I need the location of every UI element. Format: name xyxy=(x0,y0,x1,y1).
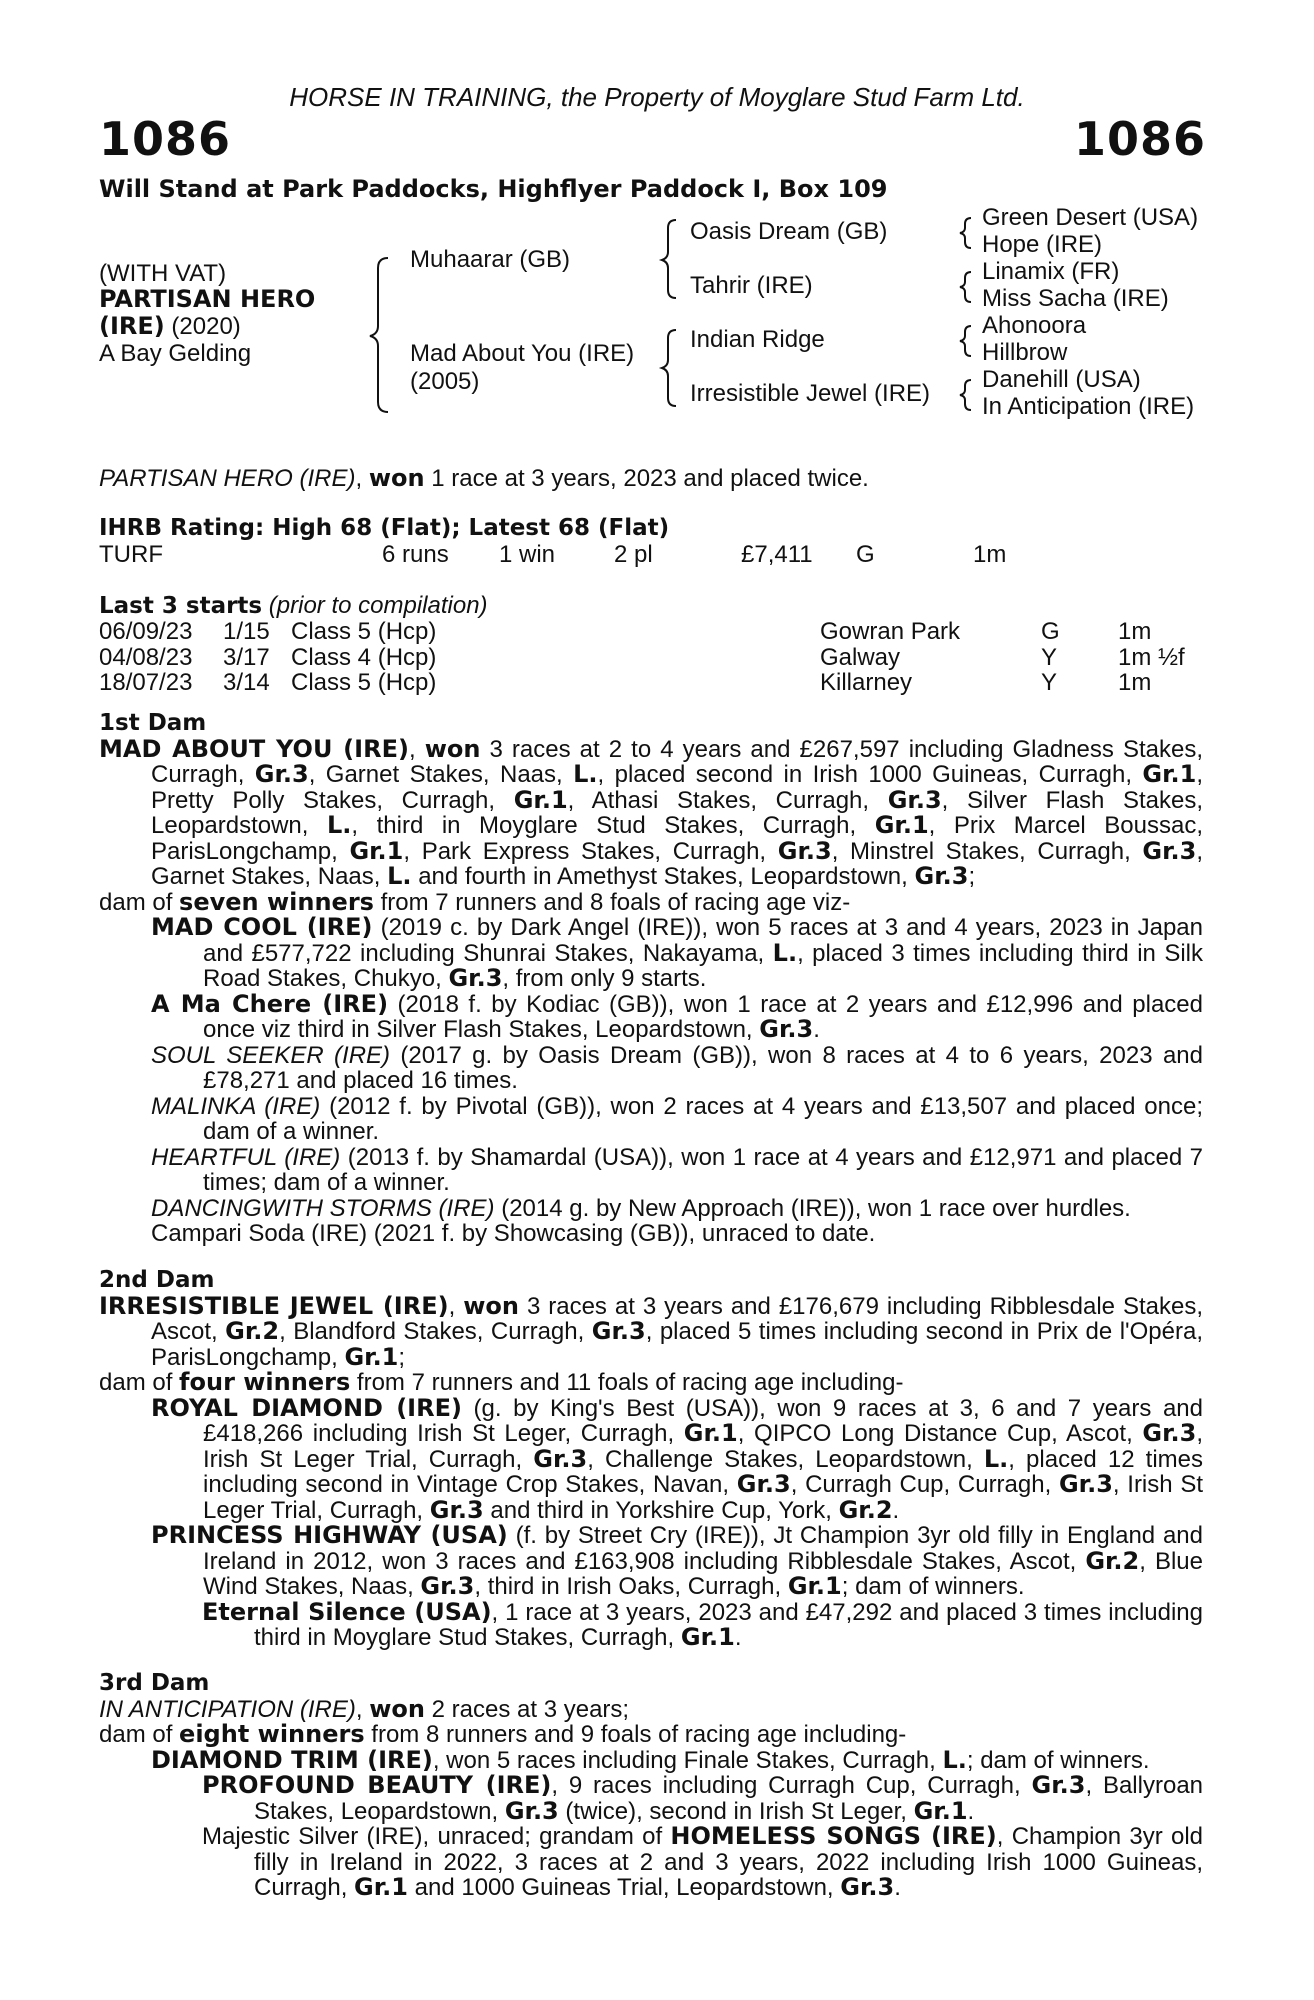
text-run: , Silver Flash Stakes, Leopardstown, xyxy=(151,786,1204,839)
text-run: (2013 f. by Shamardal (USA)), won 1 race at 4 years and £12,971 and placed 7 times; dam of a winner. xyxy=(203,1143,1203,1196)
summary-horse-name: PARTISAN HERO (IRE) xyxy=(99,465,356,492)
text-run: , xyxy=(355,1695,370,1723)
bold-text: Gr.3 xyxy=(736,1470,791,1498)
text-run: and third in Yorkshire Cup, York, xyxy=(483,1496,839,1524)
majestic-silver-entry xyxy=(202,1824,1203,1901)
text-run: . xyxy=(892,1496,900,1524)
bold-text: Gr.3 xyxy=(591,1317,646,1345)
italic-text: IN ANTICIPATION (IRE) xyxy=(99,1695,356,1723)
bold-text: seven winners xyxy=(179,887,374,916)
bold-text: Gr.3 xyxy=(254,760,309,788)
text-run: , Curragh Cup, Curragh, xyxy=(790,1471,1059,1498)
bold-text: Gr.3 xyxy=(914,862,969,890)
start-dist: 1m ½f xyxy=(1118,643,1185,671)
offspring-entry xyxy=(151,1043,1203,1094)
pedigree-sire-sire: Oasis Dream (GB) xyxy=(690,218,888,245)
bold-text: Gr.3 xyxy=(429,1495,484,1524)
first-dam-section xyxy=(99,711,1203,1247)
text-run: (g. by King's Best (USA)), won 9 races at 3, 6 and 7 years and £418,266 including Irish St Leger, Curragh, xyxy=(203,1394,1203,1447)
text-run: and 1000 Guineas Trial, Leopardstown, xyxy=(407,1874,841,1901)
text-run: from 7 runners and 8 foals of racing age viz- xyxy=(373,888,851,916)
bold-text: Gr.1 xyxy=(683,1419,738,1447)
bold-text: won xyxy=(424,734,481,763)
bold-text: Gr.3 xyxy=(1142,1419,1197,1447)
third-dam-record xyxy=(99,1694,1203,1723)
pedigree-dam-year: (2005) xyxy=(410,368,480,395)
second-dam-section xyxy=(99,1268,1203,1651)
bold-text: Gr.2 xyxy=(838,1495,893,1524)
start-race: Class 5 (Hcp) xyxy=(291,618,437,645)
text-run: (f. by Street Cry (IRE)), Jt Champion 3yr old filly in England and Ireland in 2012, won 3 races and £163,908 including Ribblesdale Stakes, Ascot, xyxy=(203,1522,1204,1575)
start-date: 18/07/23 xyxy=(99,669,193,696)
start-going: Y xyxy=(1041,669,1058,696)
second-dam-record xyxy=(99,1291,1203,1371)
bold-text: L. xyxy=(772,938,798,967)
stand-location: Will Stand at Park Paddocks, Highflyer Paddock I, Box 109 xyxy=(99,175,888,203)
text-run: . xyxy=(813,1016,820,1043)
pedigree-gen3-7: Danehill (USA) xyxy=(982,366,1141,393)
bold-text: Gr.3 xyxy=(420,1572,475,1600)
italic-text: MALINKA (IRE) xyxy=(151,1092,321,1120)
bold-text: HOMELESS SONGS (IRE) xyxy=(670,1822,997,1850)
bold-text: L. xyxy=(983,1444,1009,1473)
text-run: , 1 race at 3 years, 2023 and £47,292 and placed 3 times including third in Moyglare Stud Stakes, Curragh, xyxy=(254,1598,1203,1651)
horse-name: PARTISAN HERO xyxy=(99,285,316,313)
text-run: , placed second in Irish 1000 Guineas, Curragh, xyxy=(597,761,1143,788)
pedigree-sire-dam: Tahrir (IRE) xyxy=(690,272,813,299)
bold-text: Gr.2 xyxy=(225,1317,280,1345)
offspring-entry xyxy=(151,989,1203,1043)
text-run: dam of xyxy=(99,1369,180,1396)
text-run: and fourth in Amethyst Stakes, Leopardstown, xyxy=(411,863,915,890)
text-run: (2014 g. by New Approach (IRE)), won 1 race over hurdles. xyxy=(494,1194,1131,1222)
rating-title: IHRB Rating: High 68 (Flat); Latest 68 (Flat) xyxy=(99,515,670,541)
text-run: , Irish St Leger Trial, Curragh, xyxy=(203,1420,1203,1473)
lot-number-right: 1086 xyxy=(1073,112,1206,166)
text-run: ; xyxy=(398,1343,406,1371)
bold-text: MAD ABOUT YOU (IRE) xyxy=(99,734,409,763)
text-run: . xyxy=(967,1797,975,1825)
text-run: from 7 runners and 11 foals of racing age including- xyxy=(350,1369,904,1396)
text-run: , xyxy=(448,1292,464,1320)
bold-text: Gr.1 xyxy=(349,836,404,865)
last-starts-note: (prior to compilation) xyxy=(262,592,488,619)
bold-text: Gr.3 xyxy=(777,836,832,865)
pedigree-gen3-4: Miss Sacha (IRE) xyxy=(982,285,1169,312)
pedigree-dam-sire: Indian Ridge xyxy=(690,326,825,353)
bold-text: Gr.2 xyxy=(1085,1546,1140,1575)
pedigree-gen3-8: In Anticipation (IRE) xyxy=(982,393,1195,420)
start-going: Y xyxy=(1041,643,1058,671)
rating-placed: 2 pl xyxy=(614,541,653,568)
offspring-entry xyxy=(151,1094,1203,1145)
summary-won: won xyxy=(368,464,425,492)
text-run: , placed 5 times including second in Prix de l'Opéra, ParisLongchamp, xyxy=(151,1318,1203,1371)
pedigree-gen3-5: Ahonoora xyxy=(982,312,1087,339)
rating-prize: £7,411 xyxy=(741,541,813,568)
bold-text: won xyxy=(463,1291,519,1320)
rating-runs: 6 runs xyxy=(382,541,449,568)
rating-wins: 1 win xyxy=(499,541,556,568)
text-run: , Champion 3yr old filly in Ireland in 2022, 3 races at 2 and 3 years, 2022 including Irish 1000 Guineas, Curragh, xyxy=(254,1823,1204,1901)
italic-text: HEARTFUL (IRE) xyxy=(151,1143,341,1171)
first-dam-title: 1st Dam xyxy=(99,710,207,736)
text-run: Majestic Silver (IRE), unraced; grandam of xyxy=(202,1823,671,1850)
text-run: , Minstrel Stakes, Curragh, xyxy=(831,837,1143,865)
bold-text: MAD COOL (IRE) xyxy=(151,913,373,941)
bold-text: Gr.1 xyxy=(344,1342,399,1371)
text-run: (2018 f. by Kodiac (GB)), won 1 race at 2 years and £12,996 and placed once viz third in Silver Flash Stakes, Leopardstown, xyxy=(203,990,1203,1043)
first-dam-record xyxy=(99,734,1204,890)
bold-text: L. xyxy=(387,862,412,890)
first-dam-produce-summary xyxy=(99,887,1203,916)
start-going: G xyxy=(1041,618,1060,645)
horse-country: (IRE) xyxy=(99,312,165,340)
rating-going: G xyxy=(856,541,875,568)
horse-description: A Bay Gelding xyxy=(99,340,252,367)
offspring-entry xyxy=(151,915,1203,992)
last-starts-heading: Last 3 starts xyxy=(99,593,263,619)
text-run: (2019 c. by Dark Angel (IRE)), won 5 races at 3 and 4 years, 2023 in Japan and £577,722 including Shunrai Stakes, Nakayama, xyxy=(203,914,1203,967)
offspring-entry xyxy=(151,1145,1203,1196)
text-run: (twice), second in Irish St Leger, xyxy=(558,1797,914,1825)
text-run: , QIPCO Long Distance Cup, Ascot, xyxy=(737,1420,1143,1447)
bold-text: L. xyxy=(942,1745,967,1774)
text-run: , third in Irish Oaks, Curragh, xyxy=(474,1573,788,1600)
text-run: , placed 3 times including third in Silk Road Stakes, Chukyo, xyxy=(203,939,1203,992)
start-race: Class 5 (Hcp) xyxy=(291,669,437,696)
pedigree-dam-dam: Irresistible Jewel (IRE) xyxy=(690,380,931,407)
pedigree-dam: Mad About You (IRE) xyxy=(410,340,635,367)
text-run: (2017 g. by Oasis Dream (GB)), won 8 races at 4 to 6 years, 2023 and £78,271 and placed 16 times. xyxy=(203,1041,1203,1094)
text-run: , 9 races including Curragh Cup, Curragh, xyxy=(551,1772,1032,1799)
third-dam-produce-summary xyxy=(99,1722,1203,1748)
text-run: ; dam of winners. xyxy=(841,1573,1025,1600)
text-run: , Prix Marcel Boussac, ParisLongchamp, xyxy=(151,812,1204,865)
text-run: , from only 9 starts. xyxy=(502,965,707,992)
bold-text: Gr.3 xyxy=(759,1015,814,1043)
bold-text: PROFOUND BEAUTY (IRE) xyxy=(202,1771,552,1799)
start-date: 06/09/23 xyxy=(99,618,193,645)
text-run: , Park Express Stakes, Curragh, xyxy=(403,837,778,865)
bold-text: Gr.1 xyxy=(513,785,568,814)
text-run: . xyxy=(894,1874,901,1901)
text-run: , Blue Wind Stakes, Naas, xyxy=(203,1547,1203,1600)
pedigree-sire: Muhaarar (GB) xyxy=(410,246,571,273)
bold-text: Gr.1 xyxy=(354,1873,408,1901)
text-run: , Challenge Stakes, Leopardstown, xyxy=(587,1445,984,1473)
bold-text: DIAMOND TRIM (IRE) xyxy=(151,1745,433,1774)
start-date: 04/08/23 xyxy=(99,643,193,671)
consignor-header: HORSE IN TRAINING, the Property of Moyglare Stud Farm Ltd. xyxy=(289,82,1025,112)
text-run: dam of xyxy=(99,1721,180,1748)
text-run: , Garnet Stakes, Naas, xyxy=(308,761,574,788)
offspring-entry xyxy=(151,1196,1203,1222)
bold-text: PRINCESS HIGHWAY (USA) xyxy=(151,1521,508,1549)
bold-text: won xyxy=(369,1694,425,1723)
lot-number-left: 1086 xyxy=(99,112,232,166)
last-starts-title xyxy=(99,592,488,620)
text-run: 3 races at 2 to 4 years and £267,597 including Gladness Stakes, Curragh, xyxy=(151,735,1204,788)
text-run: , Garnet Stakes, Naas, xyxy=(151,837,1204,890)
italic-text: SOUL SEEKER (IRE) xyxy=(151,1041,391,1069)
text-run: Campari Soda (IRE) (2021 f. by Showcasing (GB)), unraced to date. xyxy=(151,1220,876,1247)
rating-surface: TURF xyxy=(99,541,163,568)
start-dist: 1m xyxy=(1118,618,1152,645)
horse-year: (2020) xyxy=(164,313,241,340)
summary-text: 1 race at 3 years, 2023 and placed twice. xyxy=(424,465,869,492)
text-run: . xyxy=(734,1624,742,1651)
bold-text: Gr.3 xyxy=(533,1444,588,1473)
bold-text: Gr.3 xyxy=(1142,836,1197,865)
start-pos: 3/14 xyxy=(223,669,270,696)
start-pos: 1/15 xyxy=(223,618,270,645)
text-run: , Blandford Stakes, Curragh, xyxy=(279,1318,592,1345)
text-run: (2012 f. by Pivotal (GB)), won 2 races at 4 years and £13,507 and placed once; dam of a winner. xyxy=(203,1092,1203,1145)
princess-highway-entry xyxy=(151,1523,1203,1600)
bold-text: A Ma Chere (IRE) xyxy=(151,989,389,1018)
text-run: , won 5 races including Finale Stakes, Curragh, xyxy=(432,1746,943,1774)
pedigree-gen3-3: Linamix (FR) xyxy=(982,258,1120,285)
bold-text: Gr.1 xyxy=(680,1623,735,1651)
second-dam-produce-summary xyxy=(99,1370,1203,1396)
text-run: , Ballyroan Stakes, Leopardstown, xyxy=(254,1772,1204,1825)
text-run: ; dam of winners. xyxy=(966,1746,1150,1774)
vat-note: (WITH VAT) xyxy=(99,260,227,287)
start-course: Killarney xyxy=(820,669,913,696)
text-run: from 8 runners and 9 foals of racing age including- xyxy=(364,1721,907,1748)
bold-text: Gr.3 xyxy=(448,964,503,992)
bold-text: Gr.1 xyxy=(913,1796,968,1825)
offspring-entry xyxy=(151,1221,1203,1247)
text-run: ; xyxy=(968,863,976,890)
second-dam-title: 2nd Dam xyxy=(99,1267,215,1293)
text-run: , third in Moyglare Stud Stakes, Curragh, xyxy=(351,812,875,839)
bold-text: Gr.1 xyxy=(874,811,929,839)
start-course: Gowran Park xyxy=(820,618,961,645)
bold-text: Gr.3 xyxy=(504,1796,559,1825)
text-run: , placed 12 times including second in Vintage Crop Stakes, Navan, xyxy=(203,1445,1204,1498)
pedigree-gen3-6: Hillbrow xyxy=(982,339,1068,366)
bold-text: Gr.3 xyxy=(840,1873,895,1901)
bold-text: IRRESISTIBLE JEWEL (IRE) xyxy=(99,1291,449,1320)
royal-diamond-entry xyxy=(151,1393,1204,1524)
text-run: , Athasi Stakes, Curragh, xyxy=(567,786,888,814)
first-dam-offspring-list xyxy=(99,915,1203,1247)
start-dist: 1m xyxy=(1118,669,1152,696)
bold-text: Gr.3 xyxy=(887,785,942,814)
text-run: , xyxy=(408,735,425,763)
third-dam-section xyxy=(99,1671,1203,1901)
text-run: dam of xyxy=(99,888,180,916)
start-pos: 3/17 xyxy=(223,643,270,671)
bold-text: L. xyxy=(326,811,352,839)
third-dam-title: 3rd Dam xyxy=(99,1670,210,1696)
start-race: Class 4 (Hcp) xyxy=(291,643,437,671)
pedigree-gen3-1: Green Desert (USA) xyxy=(982,204,1199,231)
race-summary: PARTISAN HERO (IRE), won 1 race at 3 years, 2023 and placed twice. xyxy=(99,464,869,492)
profound-beauty-entry xyxy=(202,1773,1203,1824)
bold-text: eight winners xyxy=(179,1720,365,1748)
text-run: , Pretty Polly Stakes, Curragh, xyxy=(151,761,1203,814)
text-run: 2 races at 3 years; xyxy=(424,1695,630,1723)
text-run: , Irish St Leger Trial, Curragh, xyxy=(203,1471,1203,1524)
rating-distance: 1m xyxy=(973,541,1007,568)
bold-text: four winners xyxy=(179,1368,351,1396)
start-course: Galway xyxy=(820,643,901,671)
bold-text: Gr.3 xyxy=(1031,1771,1086,1799)
pedigree-gen3-2: Hope (IRE) xyxy=(982,231,1103,258)
diamond-trim-entry xyxy=(151,1745,1203,1774)
bold-text: L. xyxy=(573,760,598,788)
bold-text: Gr.1 xyxy=(787,1572,842,1600)
italic-text: DANCINGWITH STORMS (IRE) xyxy=(151,1194,495,1222)
bold-text: ROYAL DIAMOND (IRE) xyxy=(151,1393,462,1422)
eternal-silence-entry xyxy=(202,1597,1203,1651)
bold-text: Eternal Silence (USA) xyxy=(202,1597,492,1626)
bold-text: Gr.3 xyxy=(1058,1470,1113,1498)
bold-text: Gr.1 xyxy=(1142,760,1197,788)
text-run: 3 races at 3 years and £176,679 including Ribblesdale Stakes, Ascot, xyxy=(151,1292,1203,1345)
